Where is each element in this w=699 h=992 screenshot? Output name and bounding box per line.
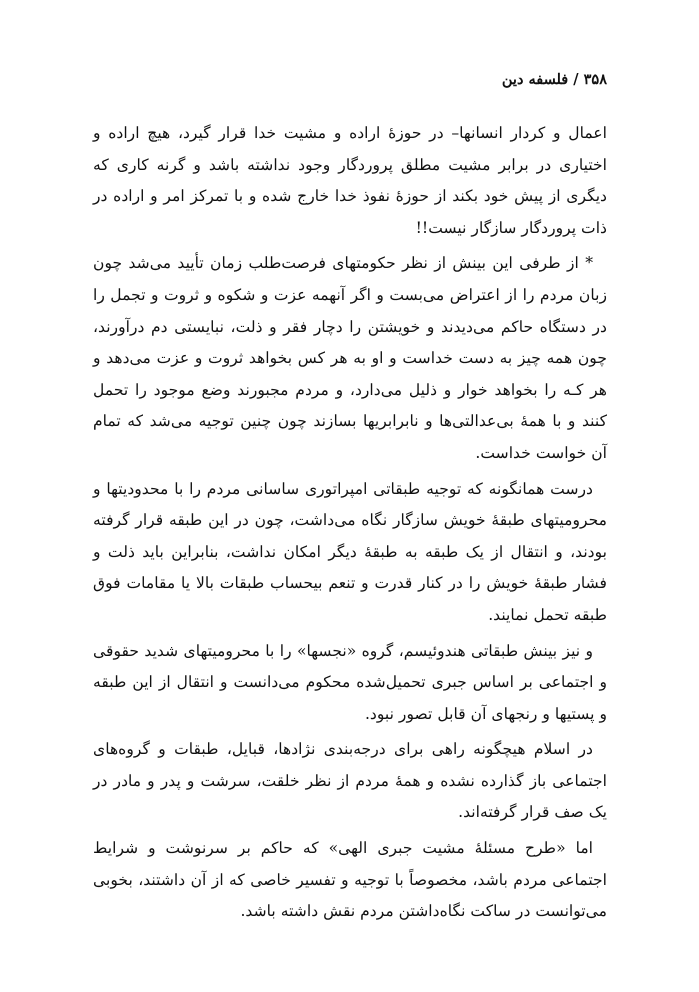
body-text: [93, 118, 607, 932]
paragraph-2: * از طرفی این بینش از نظر حکومتهای فرصت‌طلب زمان تأیید می‌شد چون زبان مردم را از اعتراض می‌بست و اگر آنهمه عزت و شکوه و ثروت و تجمل را در دستگاه حاکم می‌دیدند و خویشتن را دچار فقر و ذلت، نبایستی دم درآورند، چون همه چیز به دست خداست و او به هر کس بخواهد ثروت و عزت می‌دهد و هر کـه را بخواهد خوار و ذلیل می‌دارد، و مردم مجبورند وضع موجود را تحمل کنند و با همهٔ بی‌عدالتی‌ها و نابرابریها بسازند چون چنین توجیه می‌شد که تمام آن خواست خداست.: [93, 254, 607, 462]
paragraph-3: درست همانگونه که توجیه طبقاتی امپراتوری ساسانی مردم را با محدودیتها و محرومیتهای طبقهٔ خویش سازگار نگاه می‌داشت، چون در این طبقه قرار گرفته بودند، و انتقال از یک طبقه به طبقهٔ دیگر امکان نداشت، بنابراین باید ذلت و فشار طبقهٔ خویش را در کنار قدرت و تنعم بیحساب طبقات بالا یا مقامات فوق طبقه تحمل نمایند.: [93, 479, 607, 624]
paragraph-1: اعمال و کردار انسانها– در حوزهٔ اراده و مشیت خدا قرار گیرد، هیچ اراده و اختیاری در برابر مشیت مطلق پروردگار وجود نداشته باشد و گرنه کاری که دیگری از پیش خود بکند از حوزهٔ نفوذ خدا خارج شده و با تمرکز امر و اراده در ذات پروردگار سازگار نیست!!: [93, 124, 607, 237]
paragraph-5: در اسلام هیچگونه راهی برای درجه‌بندی نژادها، قبایل، طبقات و گروه‌های اجتماعی باز گذارده نشده و همهٔ مردم از نظر خلقت، سرشت و پدر و مادر در یک صف قرار گرفته‌اند.: [93, 740, 607, 822]
paragraph-4: و نیز بینش طبقاتی هندوئیسم، گروه «نجسها» را با محرومیتهای شدید حقوقی و اجتماعی بر اساس جبری تحمیل‌شده محکوم می‌دانست و انتقال از این طبقه و پستیها و رنجهای آن قابل تصور نبود.: [93, 641, 607, 723]
paragraph-6: اما «طرح مسئلهٔ مشیت جبری الهی» که حاکم بر سرنوشت و شرایط اجتماعی مردم باشد، مخصوصاً با توجیه و تفسیر خاصی که از آن داشتند، بخوبی می‌توانست در ساکت نگاه‌داشتن مردم نقش داشته باشد.: [93, 839, 607, 921]
running-header: ۳۵۸ / فلسفه دین: [501, 71, 607, 88]
